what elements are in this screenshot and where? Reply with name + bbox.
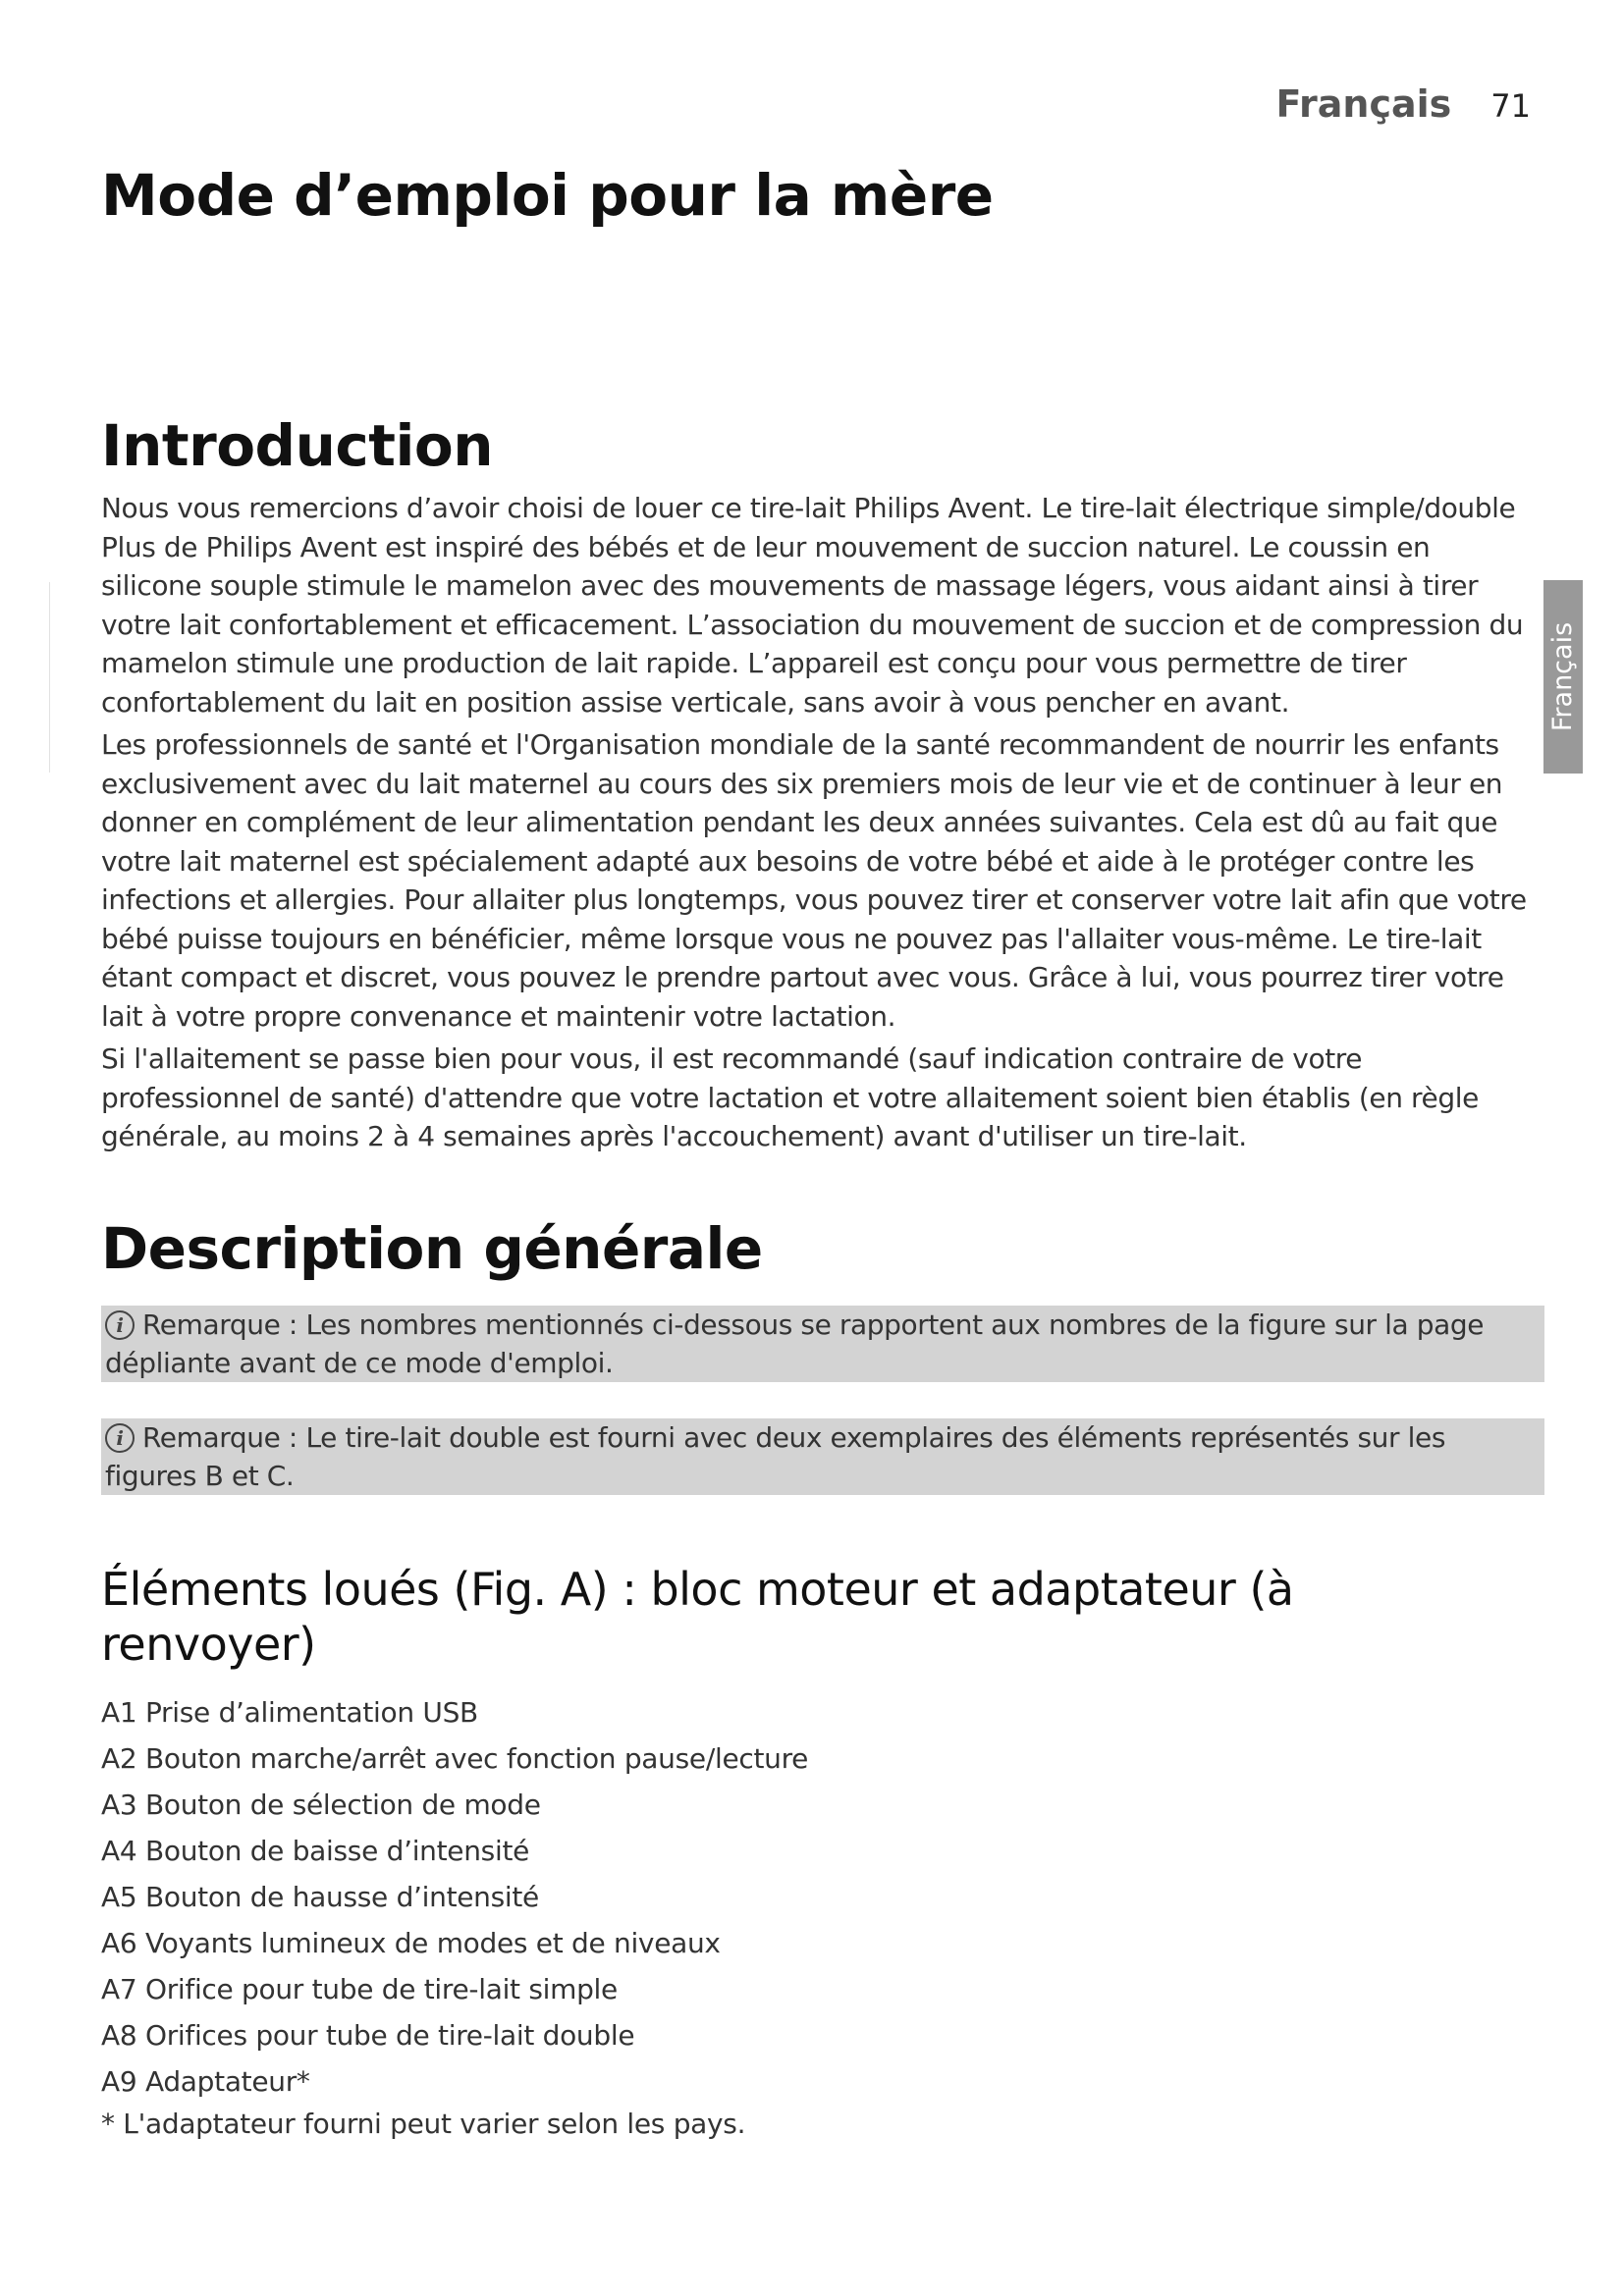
introduction-section — [101, 412, 1535, 1156]
page-number: 71 — [1490, 87, 1531, 125]
list-item: A7 Orifice pour tube de tire-lait simple — [101, 1972, 618, 2005]
info-icon: i — [105, 1310, 135, 1340]
note-text: Remarque : Le tire-lait double est fourni avec deux exemplaires des éléments représentés sur les figures B et C. — [105, 1420, 1446, 1492]
note-box — [101, 1418, 1544, 1495]
list-item: A6 Voyants lumineux de modes et de niveaux — [101, 1926, 721, 1959]
header-language: Français — [1275, 82, 1452, 126]
intro-paragraph-2: Les professionnels de santé et l'Organisation mondiale de la santé recommandent de nourrir les enfants exclusivement avec du lait maternel au cours des six premiers mois de leur vie et de continuer à leur en donner en complément de leur alimentation pendant les deux années suivantes. Cela est dû au fait que votre lait maternel est spécialement adapté aux besoins de votre bébé et aide à le protéger contre les infections et allergies. Pour allaiter plus longtemps, vous pouvez tirer et conserver votre lait afin que votre bébé puisse toujours en bénéficier, même lorsque vous ne pouvez pas l'allaiter vous-même. Le tire-lait étant compact et discret, vous pouvez le prendre partout avec vous. Grâce à lui, vous pourrez tirer votre lait à votre propre convenance et maintenir votre lactation. — [101, 728, 1527, 1033]
list-item: A2 Bouton marche/arrêt avec fonction pause/lecture — [101, 1741, 809, 1775]
list-item: A3 Bouton de sélection de mode — [101, 1788, 541, 1821]
side-tab-label: Français — [1547, 621, 1579, 732]
main-content — [101, 412, 1535, 2144]
list-item: A9 Adaptateur* — [101, 2064, 310, 2098]
intro-paragraph-3: Si l'allaitement se passe bien pour vous, il est recommandé (sauf indication contraire de votre professionnel de santé) d'attendre que votre lactation et votre allaitement soient bien établis (en règle générale, au moins 2 à 4 semaines après l'accouchement) avant d'utiliser un tire-lait. — [101, 1042, 1479, 1152]
list-item: A4 Bouton de baisse d’intensité — [101, 1834, 530, 1867]
introduction-heading: Introduction — [101, 412, 493, 479]
page-header — [1276, 82, 1532, 126]
list-item: A8 Orifices pour tube de tire-lait double — [101, 2018, 635, 2052]
note-box — [101, 1306, 1544, 1382]
margin-rule — [49, 582, 50, 773]
list-item: A1 Prise d’alimentation USB — [101, 1695, 478, 1729]
note-text: Remarque : Les nombres mentionnés ci-dessous se rapportent aux nombres de la figure sur la page dépliante avant de ce mode d'emploi. — [105, 1308, 1485, 1379]
intro-paragraph-1: Nous vous remercions d’avoir choisi de louer ce tire-lait Philips Avent. Le tire-lait électrique simple/double Plus de Philips Avent est inspiré des bébés et de leur mouvement de succion naturel. Le coussin en silicone souple stimule le mamelon avec des mouvements de massage légers, vous aidant ainsi à tirer votre lait confortablement et efficacement. L’association du mouvement de succion et de compression du mamelon stimule une production de lait rapide. L’appareil est conçu pour vous permettre de tirer confortablement du lait en position assise verticale, sans avoir à vous pencher en avant. — [101, 492, 1524, 719]
footnote: * L'adaptateur fourni peut varier selon les pays. — [101, 2107, 746, 2140]
language-side-tab — [1543, 580, 1583, 774]
list-item: A5 Bouton de hausse d’intensité — [101, 1880, 539, 1913]
page-title: Mode d’emploi pour la mère — [101, 162, 994, 229]
info-icon: i — [105, 1423, 135, 1453]
parts-list — [101, 1689, 1535, 2105]
rented-parts-section — [101, 1562, 1535, 2144]
description-section — [101, 1215, 1535, 1495]
rented-parts-heading: Éléments loués (Fig. A) : bloc moteur et adaptateur (à renvoyer) — [101, 1562, 1294, 1671]
description-heading: Description générale — [101, 1214, 763, 1282]
